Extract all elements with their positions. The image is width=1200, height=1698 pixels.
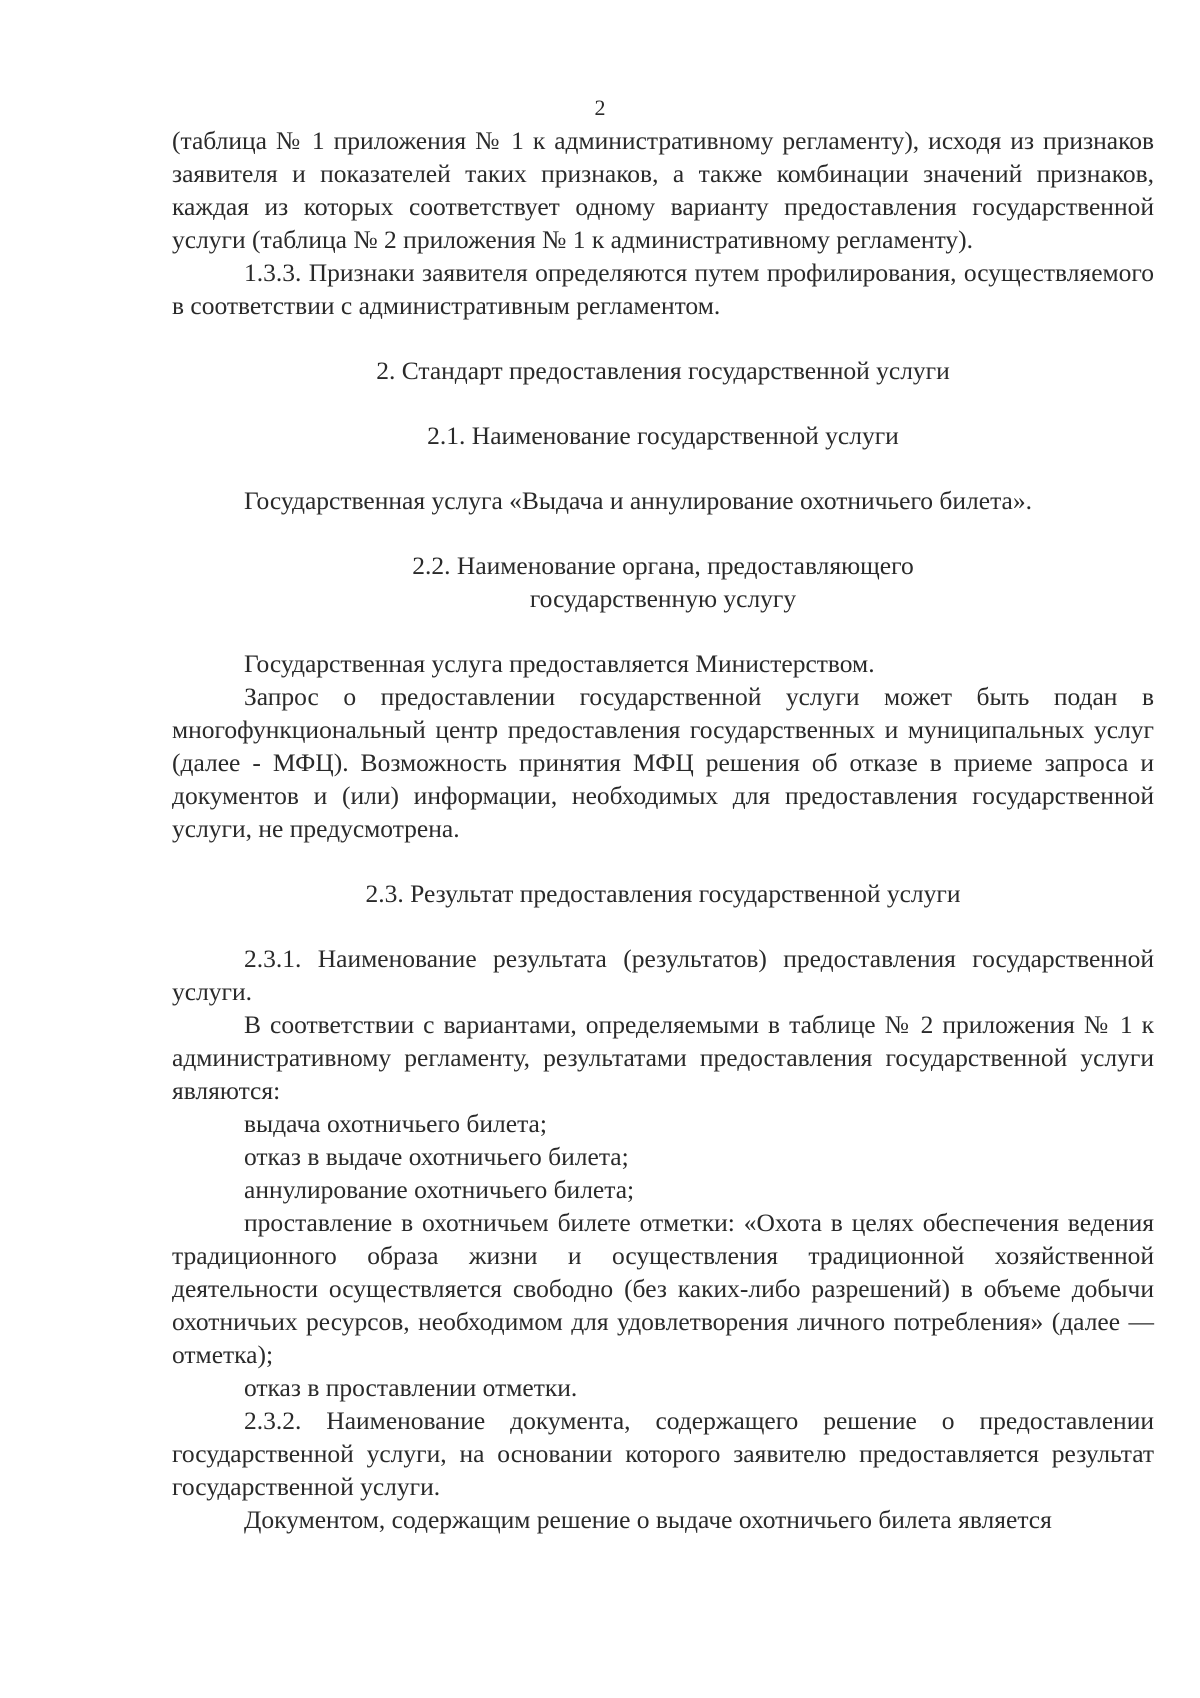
paragraph-2-3-2: 2.3.2. Наименование документа, содержащего решение о предоставлении государственной услуги, на основании которого заявителю предоставляется результат государственной услуги. <box>172 1406 1154 1501</box>
list-item: отказ в выдаче охотничьего билета; <box>244 1142 629 1171</box>
paragraph-2-2-mfc: Запрос о предоставлении государственной услуги может быть подан в многофункциональный центр предоставления государственных и муниципальных услуг (далее - МФЦ). Возможность принятия МФЦ решения об отказе в приеме запроса и документов и (или) информации, необходимых для предоставления государственной услуги, не предусмотрена. <box>172 682 1154 843</box>
subsection-heading-2-3: 2.3. Результат предоставления государственной услуги <box>365 879 961 908</box>
list-item: выдача охотничьего билета; <box>244 1109 547 1138</box>
paragraph-decision-document: Документом, содержащим решение о выдаче охотничьего билета является <box>244 1505 1052 1534</box>
subsection-heading-2-2-line2: государственную услугу <box>529 584 797 613</box>
paragraph-2-3-1: 2.3.1. Наименование результата (результатов) предоставления государственной услуги. <box>172 944 1154 1006</box>
section-heading-2: 2. Стандарт предоставления государственной услуги <box>376 356 950 385</box>
paragraph-table-reference: (таблица № 1 приложения № 1 к административному регламенту), исходя из признаков заявителя и показателей таких признаков, а также комбинации значений признаков, каждая из которых соответствует одному варианту предоставления государственной услуги (таблица № 2 приложения № 1 к административному регламенту). <box>172 126 1154 254</box>
list-item: отказ в проставлении отметки. <box>244 1373 578 1402</box>
paragraph-1-3-3: 1.3.3. Признаки заявителя определяются путем профилирования, осуществляемого в соответствии с административным регламентом. <box>172 258 1154 320</box>
list-item: проставление в охотничьем билете отметки: «Охота в целях обеспечения ведения традиционного образа жизни и осуществления традиционной хозяйственной деятельности осуществляется свободно (без каких-либо разрешений) в объеме добычи охотничьих ресурсов, необходимом для удовлетворения личного потребления» (далее — отметка); <box>172 1208 1154 1369</box>
paragraph-2-3-1-results: В соответствии с вариантами, определяемыми в таблице № 2 приложения № 1 к административному регламенту, результатами предоставления государственной услуги являются: <box>172 1010 1154 1105</box>
subsection-heading-2-1: 2.1. Наименование государственной услуги <box>427 421 899 450</box>
paragraph-2-2-provider: Государственная услуга предоставляется Министерством. <box>244 649 875 678</box>
subsection-heading-2-2-line1: 2.2. Наименование органа, предоставляющего <box>412 551 914 580</box>
paragraph-2-1: Государственная услуга «Выдача и аннулирование охотничьего билета». <box>244 486 1032 515</box>
document-body <box>172 124 1154 1536</box>
list-item: аннулирование охотничьего билета; <box>244 1175 635 1204</box>
page-number: 2 <box>594 95 606 120</box>
